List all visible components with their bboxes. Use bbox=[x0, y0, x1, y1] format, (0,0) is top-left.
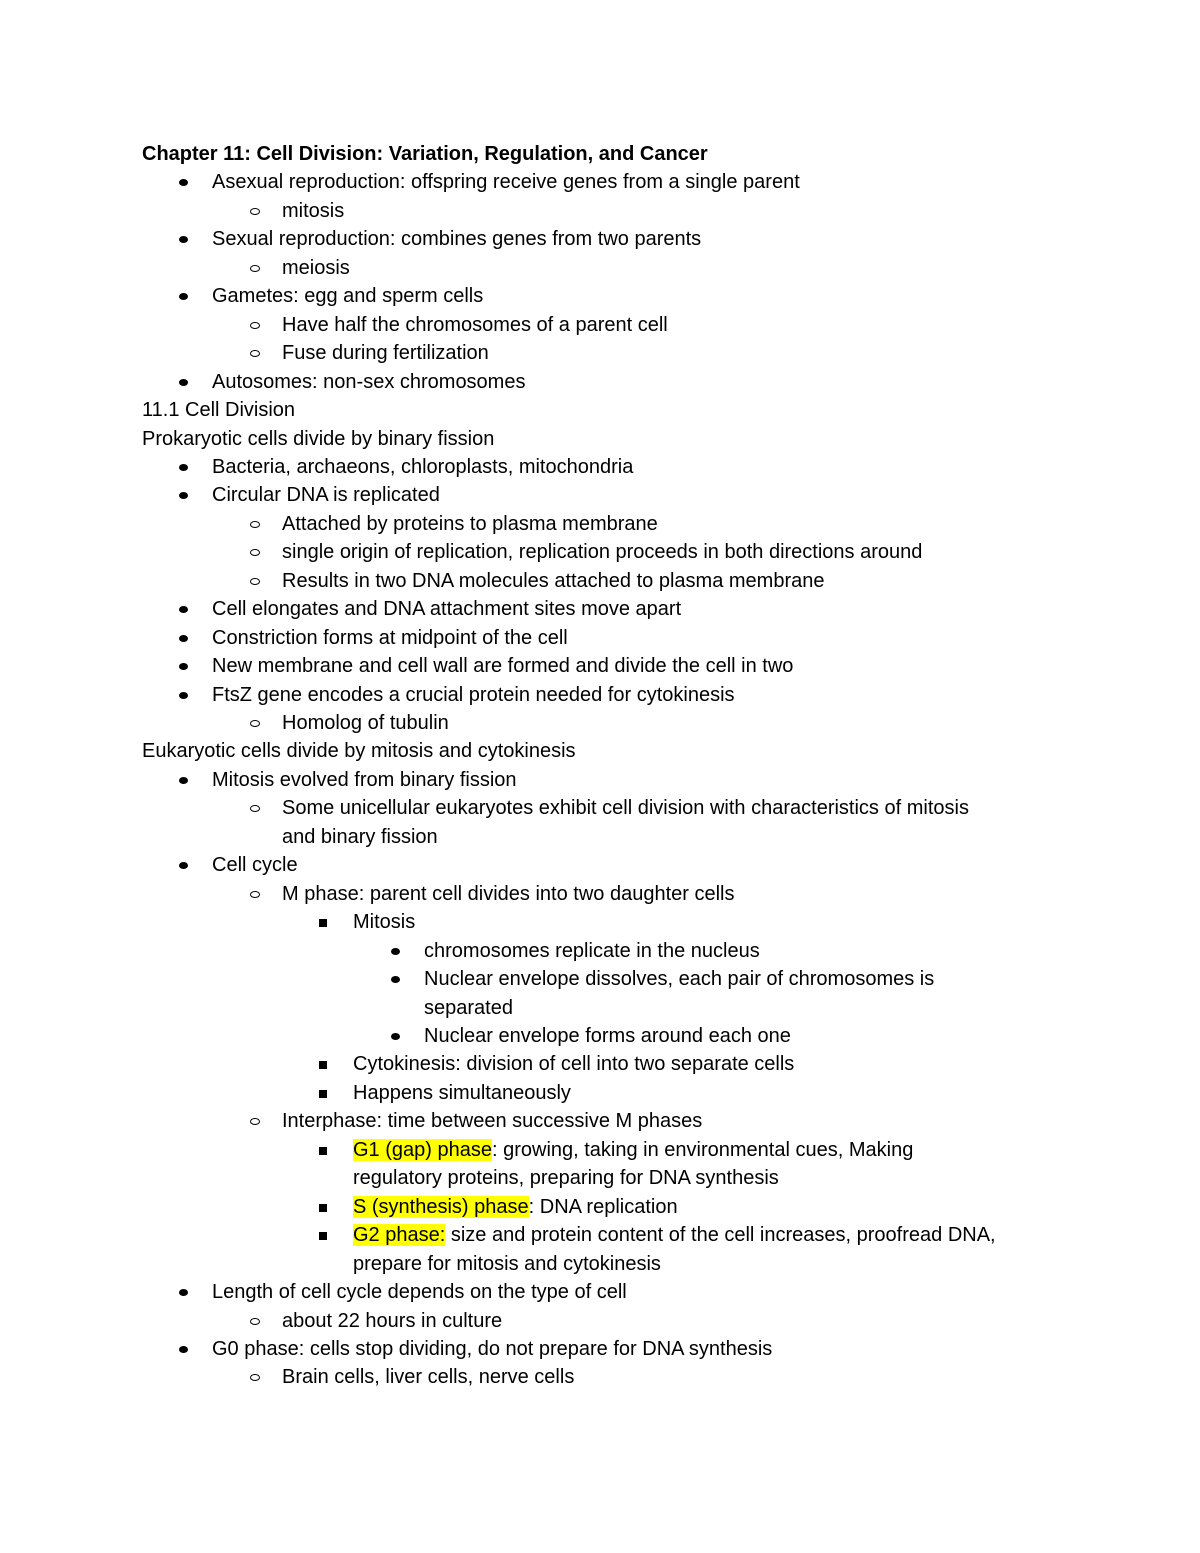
line-text bbox=[424, 994, 513, 1022]
document-line bbox=[0, 1022, 1200, 1050]
line-text bbox=[212, 652, 793, 680]
line-text bbox=[212, 368, 525, 396]
line-text-body: Circular DNA is replicated bbox=[212, 484, 440, 507]
document-line bbox=[0, 254, 1200, 282]
line-text bbox=[282, 510, 658, 538]
bullet-circle-icon bbox=[249, 794, 263, 822]
line-text-body: Results in two DNA molecules attached to plasma membrane bbox=[282, 569, 825, 592]
line-text bbox=[282, 823, 438, 851]
line-text bbox=[424, 965, 934, 993]
document-line bbox=[0, 197, 1200, 225]
bullet-disc-icon bbox=[178, 851, 192, 879]
bullet-disc-icon bbox=[178, 652, 192, 680]
document-line bbox=[0, 425, 1200, 453]
document-line bbox=[0, 282, 1200, 310]
document-line bbox=[0, 1221, 1200, 1249]
line-text bbox=[353, 1221, 996, 1249]
document-line bbox=[0, 140, 1200, 168]
line-text bbox=[353, 1050, 794, 1078]
line-text-body: Cell cycle bbox=[212, 854, 298, 877]
bullet-square-icon bbox=[318, 908, 332, 936]
document-line bbox=[0, 481, 1200, 509]
document-line bbox=[0, 794, 1200, 822]
document-line bbox=[0, 225, 1200, 253]
bullet-disc-icon bbox=[178, 368, 192, 396]
bullet-disc-icon bbox=[178, 282, 192, 310]
bullet-disc-icon bbox=[178, 1335, 192, 1363]
document-line bbox=[0, 709, 1200, 737]
line-text-body: and binary fission bbox=[282, 825, 438, 848]
bullet-circle-icon bbox=[249, 339, 263, 367]
bullet-circle-icon bbox=[249, 1307, 263, 1335]
bullet-circle-icon bbox=[249, 254, 263, 282]
line-text-body: Mitosis evolved from binary fission bbox=[212, 768, 517, 791]
line-text-body: Gametes: egg and sperm cells bbox=[212, 285, 484, 308]
line-text-body: Asexual reproduction: offspring receive genes from a single parent bbox=[212, 171, 800, 194]
line-text-body: Homolog of tubulin bbox=[282, 712, 449, 734]
document-line bbox=[0, 1335, 1200, 1363]
line-text-body: Fuse during fertilization bbox=[282, 342, 489, 365]
document-line bbox=[0, 1250, 1200, 1278]
document-line bbox=[0, 567, 1200, 595]
line-text-body: about 22 hours in culture bbox=[282, 1309, 503, 1332]
line-text bbox=[282, 1107, 702, 1135]
line-text bbox=[212, 453, 633, 481]
bullet-disc-icon bbox=[178, 766, 192, 794]
line-text-body: Bacteria, archaeons, chloroplasts, mitochondria bbox=[212, 455, 634, 478]
document-line bbox=[0, 595, 1200, 623]
bullet-circle-icon bbox=[249, 567, 263, 595]
line-text-body: Autosomes: non-sex chromosomes bbox=[212, 370, 526, 393]
document-line bbox=[0, 908, 1200, 936]
line-text bbox=[282, 794, 969, 822]
document-line bbox=[0, 737, 1200, 765]
bullet-circle-icon bbox=[249, 510, 263, 538]
line-text-body: regulatory proteins, preparing for DNA synthesis bbox=[353, 1167, 779, 1190]
line-text-body: Nuclear envelope dissolves, each pair of chromosomes is bbox=[424, 968, 935, 990]
bullet-circle-icon bbox=[249, 1107, 263, 1135]
bullet-disc-icon bbox=[390, 965, 404, 993]
line-text-body: Cytokinesis: division of cell into two separate cells bbox=[353, 1053, 795, 1076]
line-text bbox=[282, 1307, 502, 1335]
document-line bbox=[0, 311, 1200, 339]
line-text bbox=[212, 595, 681, 623]
document-line bbox=[0, 168, 1200, 196]
line-text bbox=[142, 396, 295, 424]
line-text bbox=[353, 1164, 779, 1192]
bullet-disc-icon bbox=[178, 681, 192, 709]
line-text bbox=[353, 1193, 678, 1221]
line-text bbox=[212, 766, 517, 794]
document-line bbox=[0, 1193, 1200, 1221]
line-text bbox=[212, 282, 483, 310]
line-text-body: Eukaryotic cells divide by mitosis and cytokinesis bbox=[142, 740, 576, 763]
line-text-body: Nuclear envelope forms around each one bbox=[424, 1024, 791, 1047]
line-text bbox=[424, 937, 760, 965]
line-text-body: Mitosis bbox=[353, 911, 416, 934]
line-text bbox=[212, 624, 568, 652]
document-line bbox=[0, 994, 1200, 1022]
bullet-disc-icon bbox=[390, 937, 404, 965]
line-text-body: G0 phase: cells stop dividing, do not prepare for DNA synthesis bbox=[212, 1337, 773, 1360]
line-text bbox=[353, 1079, 571, 1107]
line-text bbox=[282, 709, 449, 737]
bullet-disc-icon bbox=[178, 1278, 192, 1306]
line-text bbox=[142, 737, 576, 765]
document-line bbox=[0, 1136, 1200, 1164]
document-line bbox=[0, 766, 1200, 794]
document-line bbox=[0, 396, 1200, 424]
bullet-square-icon bbox=[318, 1079, 332, 1107]
line-text-body: size and protein content of the cell increases, proofread DNA, bbox=[445, 1224, 996, 1247]
document-line bbox=[0, 1079, 1200, 1107]
line-text-body: Sexual reproduction: combines genes from two parents bbox=[212, 228, 702, 251]
bullet-disc-icon bbox=[178, 624, 192, 652]
line-text-body: Attached by proteins to plasma membrane bbox=[282, 512, 658, 535]
document-line bbox=[0, 538, 1200, 566]
line-text-body: Chapter 11: Cell Division: Variation, Regulation, and Cancer bbox=[142, 143, 708, 165]
document-line bbox=[0, 880, 1200, 908]
document-line bbox=[0, 1107, 1200, 1135]
bullet-disc-icon bbox=[178, 168, 192, 196]
line-text-body: New membrane and cell wall are formed and divide the cell in two bbox=[212, 655, 794, 678]
bullet-circle-icon bbox=[249, 880, 263, 908]
highlighted-term: G2 phase: bbox=[353, 1224, 446, 1247]
line-text bbox=[282, 254, 350, 282]
line-text bbox=[212, 481, 440, 509]
line-text bbox=[282, 1363, 574, 1391]
document-line bbox=[0, 510, 1200, 538]
line-text-body: FtsZ gene encodes a crucial protein needed for cytokinesis bbox=[212, 683, 735, 706]
line-text bbox=[282, 538, 922, 566]
line-text-body: Have half the chromosomes of a parent cell bbox=[282, 313, 668, 336]
line-text bbox=[142, 425, 494, 453]
document-line bbox=[0, 453, 1200, 481]
line-text-body: Interphase: time between successive M phases bbox=[282, 1110, 703, 1133]
line-text bbox=[282, 311, 668, 339]
line-text-body: : growing, taking in environmental cues, Making bbox=[491, 1138, 914, 1161]
line-text-body: : DNA replication bbox=[528, 1195, 678, 1218]
line-text-body: meiosis bbox=[282, 256, 350, 279]
line-text-body: single origin of replication, replication proceeds in both directions around bbox=[282, 541, 923, 564]
line-text bbox=[212, 168, 800, 196]
document-line bbox=[0, 965, 1200, 993]
bullet-disc-icon bbox=[390, 1022, 404, 1050]
line-text-body: M phase: parent cell divides into two daughter cells bbox=[282, 882, 735, 905]
line-text bbox=[282, 880, 734, 908]
line-text-body: separated bbox=[424, 996, 513, 1019]
line-text-body: Length of cell cycle depends on the type of cell bbox=[212, 1281, 627, 1303]
document-line bbox=[0, 652, 1200, 680]
line-text-body: mitosis bbox=[282, 199, 345, 222]
bullet-square-icon bbox=[318, 1136, 332, 1164]
line-text bbox=[212, 851, 298, 879]
line-text bbox=[282, 339, 489, 367]
line-text bbox=[353, 1136, 913, 1164]
highlighted-term: S (synthesis) phase bbox=[353, 1195, 529, 1218]
document-line bbox=[0, 851, 1200, 879]
line-text-body: Constriction forms at midpoint of the cell bbox=[212, 626, 568, 649]
bullet-circle-icon bbox=[249, 1363, 263, 1391]
line-text bbox=[212, 225, 701, 253]
bullet-circle-icon bbox=[249, 197, 263, 225]
document-line bbox=[0, 1278, 1200, 1306]
line-text-body: Cell elongates and DNA attachment sites move apart bbox=[212, 598, 682, 621]
line-text-body: prepare for mitosis and cytokinesis bbox=[353, 1252, 661, 1275]
line-text bbox=[282, 567, 824, 595]
document-line bbox=[0, 1363, 1200, 1391]
line-text bbox=[212, 681, 735, 709]
document-line bbox=[0, 1164, 1200, 1192]
line-text-body: Some unicellular eukaryotes exhibit cell division with characteristics of mitosis bbox=[282, 797, 969, 820]
document-line bbox=[0, 1050, 1200, 1078]
bullet-disc-icon bbox=[178, 595, 192, 623]
line-text bbox=[212, 1278, 627, 1306]
line-text bbox=[282, 197, 344, 225]
document-line bbox=[0, 368, 1200, 396]
line-text bbox=[353, 908, 415, 936]
bullet-square-icon bbox=[318, 1193, 332, 1221]
line-text-body: 11.1 Cell Division bbox=[142, 399, 296, 422]
line-text-body: Happens simultaneously bbox=[353, 1081, 571, 1104]
document-line bbox=[0, 823, 1200, 851]
bullet-disc-icon bbox=[178, 453, 192, 481]
document-line bbox=[0, 1307, 1200, 1335]
line-text bbox=[212, 1335, 772, 1363]
line-text-body: chromosomes replicate in the nucleus bbox=[424, 939, 760, 962]
document-line bbox=[0, 339, 1200, 367]
bullet-disc-icon bbox=[178, 481, 192, 509]
highlighted-term: G1 (gap) phase bbox=[353, 1138, 492, 1161]
line-text-body: Brain cells, liver cells, nerve cells bbox=[282, 1366, 575, 1389]
document-line bbox=[0, 624, 1200, 652]
document-line bbox=[0, 937, 1200, 965]
bullet-circle-icon bbox=[249, 709, 263, 737]
document-line bbox=[0, 681, 1200, 709]
bullet-square-icon bbox=[318, 1050, 332, 1078]
page-title bbox=[142, 140, 708, 168]
line-text bbox=[353, 1250, 661, 1278]
bullet-circle-icon bbox=[249, 538, 263, 566]
bullet-disc-icon bbox=[178, 225, 192, 253]
bullet-square-icon bbox=[318, 1221, 332, 1249]
line-text-body: Prokaryotic cells divide by binary fission bbox=[142, 427, 495, 450]
line-text bbox=[424, 1022, 791, 1050]
bullet-circle-icon bbox=[249, 311, 263, 339]
